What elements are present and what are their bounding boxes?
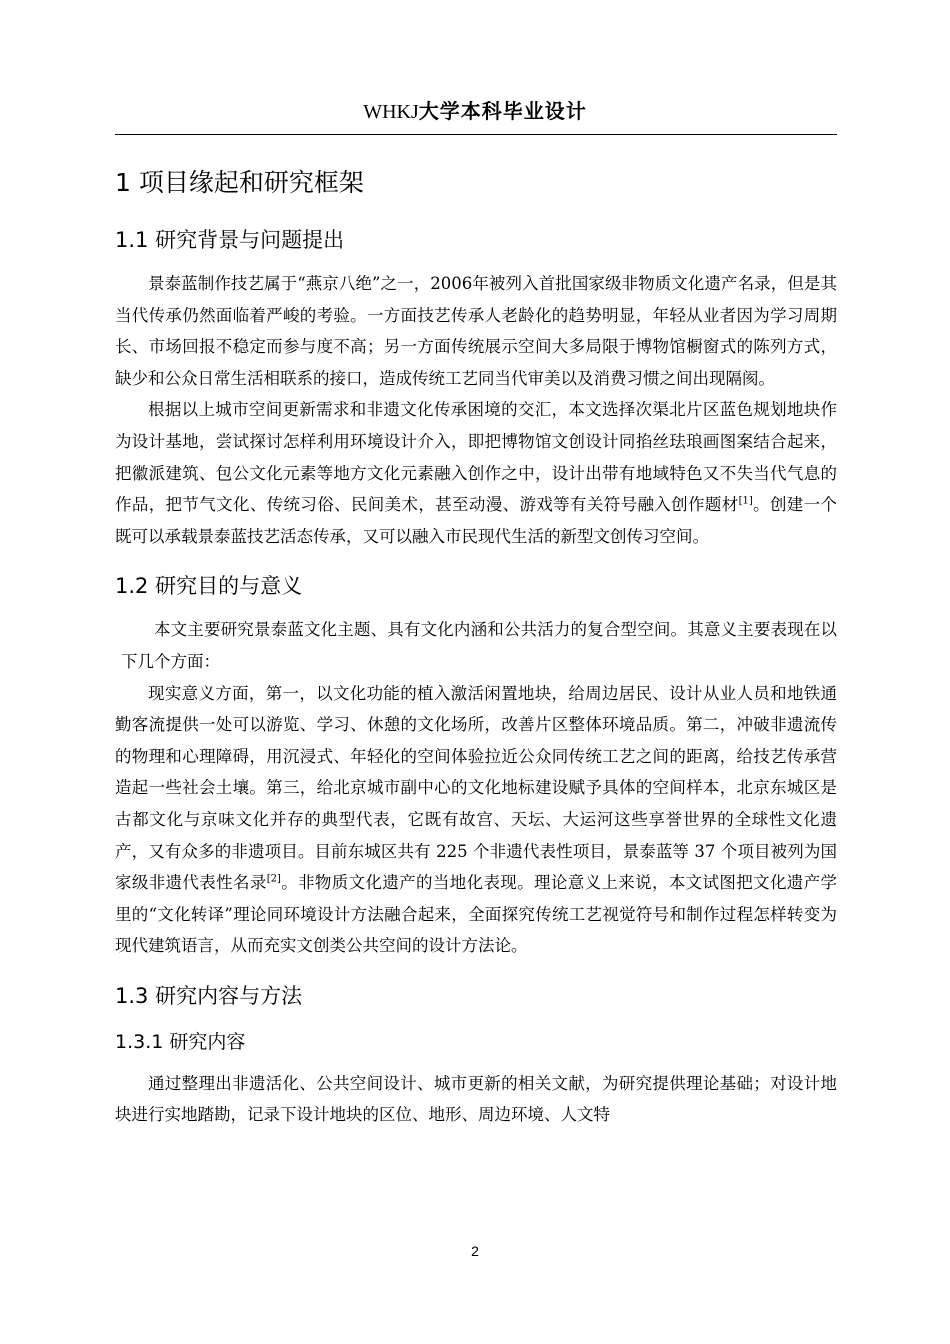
section-1-1-paragraph-2 — [115, 394, 837, 552]
document-body — [115, 160, 837, 1131]
page-number: 2 — [471, 1243, 479, 1259]
paragraph-text: 。创建一个既可以承载景泰蓝技艺活态传承，又可以融入市民现代生活的新型文创传习空间。 — [115, 495, 838, 546]
page-header — [0, 95, 950, 124]
section-1-2-paragraph-2 — [115, 678, 837, 962]
chapter-title: 1 项目缘起和研究框架 — [115, 168, 364, 197]
header-latin-text: WHKJ — [363, 101, 419, 123]
paragraph-text: 。非物质文化遗产的当地化表现。理论意义上来说，本文试图把文化遗产学里的“文化转译”理论同环境设计方法融合起来，全面探究传统工艺视觉符号和制作过程怎样转变为现代建筑语言，从而充实文创类公共空间的设计方法论。 — [115, 873, 838, 956]
section-1-2-title: 1.2 研究目的与意义 — [115, 574, 303, 599]
header-title-text: 大学本科毕业设计 — [418, 99, 587, 123]
paragraph-text: 现实意义方面，第一，以文化功能的植入激活闲置地块，给周边居民、设计从业人员和地铁通勤客流提供一处可以游览、学习、休憩的文化场所，改善片区整体环境品质。第二，冲破非遗流传的物理和心理障碍，用沉浸式、年轻化的空间体验拉近公众同传统工艺之间的距离，给技艺传承营造起一些社会土壤。第三，给北京城市副中心的文化地标建设赋予具体的空间样本，北京东城区是古都文化与京味文化并存的典型代表，它既有故宫、天坛、大运河这些享誉世界的全球性文化遗产，又有众多的非遗项目。目前东城区共有 225 个非遗代表性项目，景泰蓝等 37 个项目被列为国家级非遗代表性名录 — [115, 683, 837, 893]
citation-ref: [2] — [266, 873, 281, 885]
section-1-1-title: 1.1 研究背景与问题提出 — [115, 228, 345, 252]
section-1-3-1-title: 1.3.1 研究内容 — [115, 1030, 246, 1053]
section-1-3-title: 1.3 研究内容与方法 — [115, 983, 303, 1008]
section-1-1-paragraph-1: 景泰蓝制作技艺属于“燕京八绝”之一，2006年被列入首批国家级非物质文化遗产名录，但是其当代传承仍然面临着严峻的考验。一方面技艺传承人老龄化的趋势明显，年轻从业者因为学习周期长、市场回报不稳定而参与度不高；另一方面传统展示空间大多局限于博物馆橱窗式的陈列方式，缺少和公众日常生活相联系的接口，造成传统工艺同当代审美以及消费习惯之间出现隔阂。 — [115, 274, 837, 388]
section-1-3-1-paragraph-1: 通过整理出非遗活化、公共空间设计、城市更新的相关文献，为研究提供理论基础；对设计地块进行实地踏勘，记录下设计地块的区位、地形、周边环境、人文特 — [115, 1073, 837, 1125]
header-divider — [115, 134, 837, 135]
section-1-2-paragraph-1: 本文主要研究景泰蓝文化主题、具有文化内涵和公共活力的复合型空间。其意义主要表现在以下几个方面： — [121, 620, 837, 671]
paragraph-text: 根据以上城市空间更新需求和非遗文化传承困境的交汇，本文选择次渠北片区蓝色规划地块作为设计基地，尝试探讨怎样利用环境设计介入，即把博物馆文创设计同掐丝珐琅画图案结合起来，把徽派建筑、包公文化元素等地方文化元素融入创作之中，设计出带有地域特色又不失当代气息的作品，把节气文化、传统习俗、民间美术，甚至动漫、游戏等有关符号融入创作题材 — [115, 400, 837, 515]
citation-ref: [1] — [738, 495, 753, 507]
